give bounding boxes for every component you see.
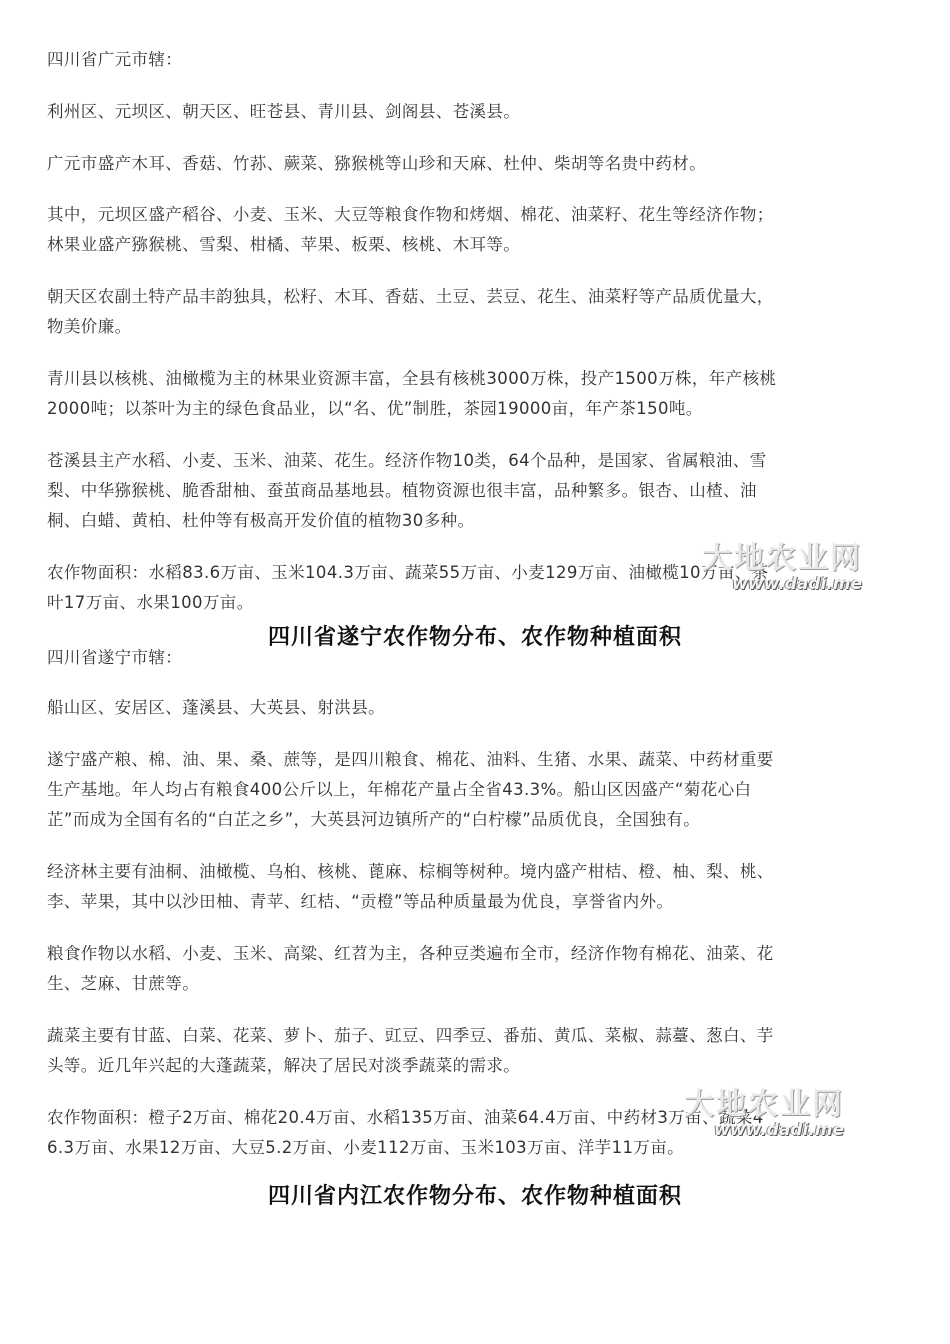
guangyuan-districts: 利州区、元坝区、朝天区、旺苍县、青川县、剑阁县、苍溪县。 xyxy=(47,102,521,121)
suining-paragraph-4 xyxy=(47,1021,897,1081)
text-line: 农作物面积：水稻83.6万亩、玉米104.3万亩、蔬菜55万亩、小麦129万亩、油橄榄10万亩、茶 xyxy=(47,563,769,582)
suining-crop-area xyxy=(47,1103,897,1163)
guangyuan-paragraph-1 xyxy=(47,149,897,179)
guangyuan-paragraph-4 xyxy=(47,364,897,424)
text-line: 其中，元坝区盛产稻谷、小麦、玉米、大豆等粮食作物和烤烟、棉花、油菜籽、花生等经济作物； xyxy=(47,205,774,224)
text-line: 遂宁盛产粮、棉、油、果、桑、蔗等，是四川粮食、棉花、油料、生猪、水果、蔬菜、中药材重要 xyxy=(47,750,774,769)
watermark-url: www.dadi.me xyxy=(714,1120,844,1140)
watermark-logo-text: 大地农业网 xyxy=(702,541,862,576)
text-line: 头等。近几年兴起的大蓬蔬菜，解决了居民对淡季蔬菜的需求。 xyxy=(47,1056,521,1075)
text-line: 经济林主要有油桐、油橄榄、乌桕、核桃、蓖麻、棕榈等树种。境内盛产柑桔、橙、柚、梨、桃、 xyxy=(47,862,774,881)
text-line: 苍溪县主产水稻、小麦、玉米、油菜、花生。经济作物10类，64个品种，是国家、省属粮油、雪 xyxy=(47,451,767,470)
text-line: 朝天区农副土特产品丰韵独具，松籽、木耳、香菇、土豆、芸豆、花生、油菜籽等产品质优量大， xyxy=(47,287,774,306)
watermark-logo-text: 大地农业网 xyxy=(684,1087,844,1122)
text-line: 生、芝麻、甘蔗等。 xyxy=(47,974,200,993)
text-line: 生产基地。年人均占有粮食400公斤以上，年棉花产量占全省43.3%。船山区因盛产“菊花心白 xyxy=(47,780,752,799)
suining-jurisdiction-title: 四川省遂宁市辖： xyxy=(47,648,183,667)
neijiang-section-heading: 四川省内江农作物分布、农作物种植面积 xyxy=(267,1183,682,1209)
text-line: 桐、白蜡、黄柏、杜仲等有极高开发价值的植物30多种。 xyxy=(47,511,475,530)
text-line: 物美价廉。 xyxy=(47,317,132,336)
suining-districts: 船山区、安居区、蓬溪县、大英县、射洪县。 xyxy=(47,698,385,717)
suining-paragraph-2 xyxy=(47,857,897,917)
watermark-url: www.dadi.me xyxy=(732,574,862,594)
guangyuan-paragraph-5 xyxy=(47,446,897,536)
text-line: 芷”而成为全国有名的“白芷之乡”，大英县河边镇所产的“白柠檬”品质优良，全国独有。 xyxy=(47,810,701,829)
text-line: 2000吨；以茶叶为主的绿色食品业，以“名、优”制胜，茶园19000亩，年产茶150吨。 xyxy=(47,399,703,418)
suining-paragraph-1 xyxy=(47,745,897,835)
text-line: 梨、中华猕猴桃、脆香甜柚、蚕茧商品基地县。植物资源也很丰富，品种繁多。银杏、山楂、油 xyxy=(47,481,757,500)
text-line: 李、苹果，其中以沙田柚、青苹、红桔、“贡橙”等品种质量最为优良，享誉省内外。 xyxy=(47,892,674,911)
text-line: 叶17万亩、水果100万亩。 xyxy=(47,593,254,612)
guangyuan-paragraph-2 xyxy=(47,200,897,260)
guangyuan-crop-area xyxy=(47,558,897,618)
suining-paragraph-3 xyxy=(47,939,897,999)
text-line: 粮食作物以水稻、小麦、玉米、高粱、红苕为主，各种豆类遍布全市，经济作物有棉花、油菜、花 xyxy=(47,944,774,963)
text-line: 广元市盛产木耳、香菇、竹荪、蕨菜、猕猴桃等山珍和天麻、杜仲、柴胡等名贵中药材。 xyxy=(47,154,707,173)
text-line: 6.3万亩、水果12万亩、大豆5.2万亩、小麦112万亩、玉米103万亩、洋芋11万亩。 xyxy=(47,1138,685,1157)
text-line: 农作物面积：橙子2万亩、棉花20.4万亩、水稻135万亩、油菜64.4万亩、中药材3万亩、蔬菜4 xyxy=(47,1108,764,1127)
text-line: 林果业盛产猕猴桃、雪梨、柑橘、苹果、板栗、核桃、木耳等。 xyxy=(47,235,521,254)
text-line: 蔬菜主要有甘蓝、白菜、花菜、萝卜、茄子、豇豆、四季豆、番茄、黄瓜、菜椒、蒜薹、葱白、芋 xyxy=(47,1026,774,1045)
suining-section-heading: 四川省遂宁农作物分布、农作物种植面积 xyxy=(267,624,682,650)
text-line: 青川县以核桃、油橄榄为主的林果业资源丰富，全县有核桃3000万株，投产1500万株，年产核桃 xyxy=(47,369,777,388)
guangyuan-paragraph-3 xyxy=(47,282,897,342)
guangyuan-jurisdiction-title: 四川省广元市辖： xyxy=(47,50,183,69)
